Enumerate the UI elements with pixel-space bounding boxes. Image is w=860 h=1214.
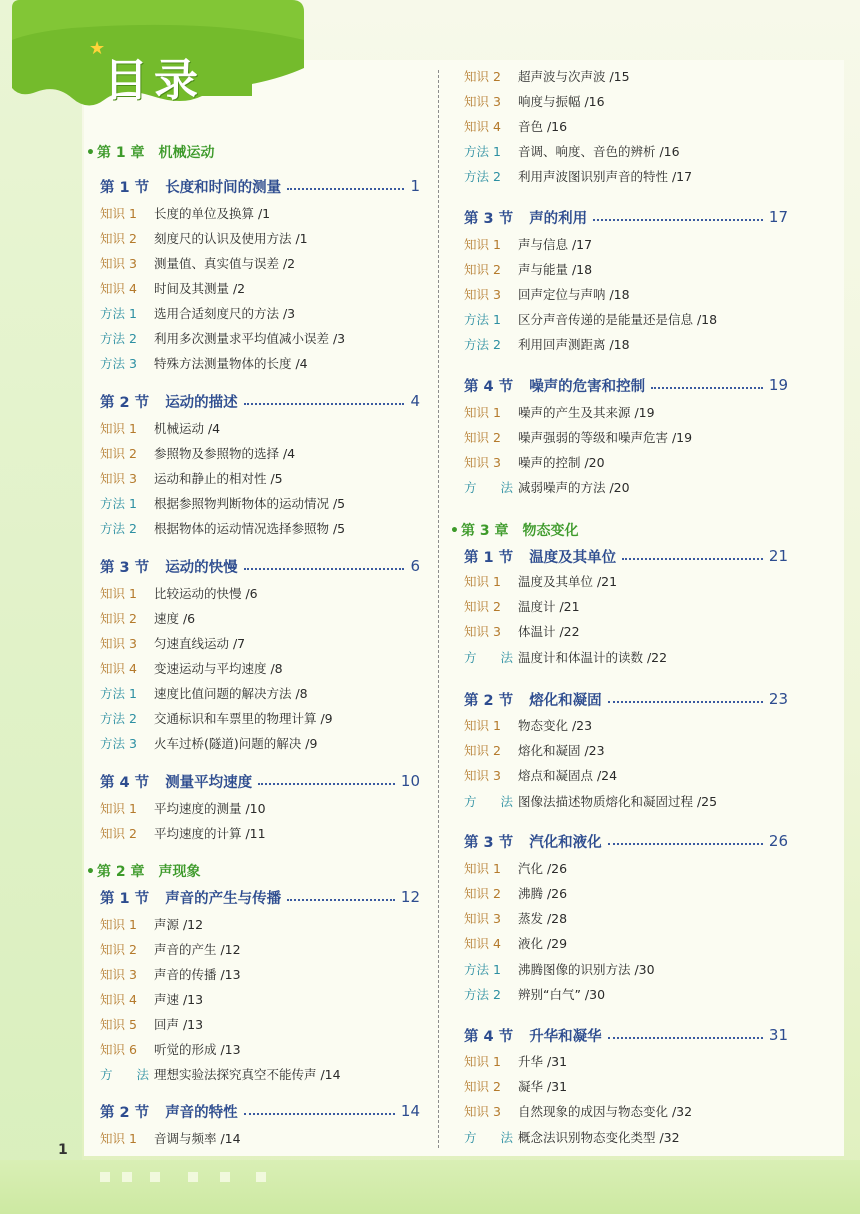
toc-entry: 知识 2 噪声强弱的等级和噪声危害 /19 [464,430,693,445]
toc-entry: 方 法减弱噪声的方法 /20 [464,480,630,495]
toc-entry: 知识 2 沸腾 /26 [464,886,568,901]
toc-entry: 知识 3 熔点和凝固点 /24 [464,768,618,783]
toc-entry: 知识 2 参照物及参照物的选择 /4 [100,446,296,461]
toc-entry: 知识 1 温度及其单位 /21 [464,574,618,589]
toc-entry: 方法 1 音调、响度、音色的辨析 /16 [464,144,680,159]
toc-entry: 知识 3 蒸发 /28 [464,911,568,926]
toc-entry: 知识 1 升华 /31 [464,1054,568,1069]
toc-entry: 知识 3 匀速直线运动 /7 [100,636,246,651]
toc-entry: 知识 3 体温计 /22 [464,624,580,639]
toc-entry: 方法 1 速度比值问题的解决方法 /8 [100,686,308,701]
toc-entry: 知识 3 响度与振幅 /16 [464,94,605,109]
column-divider [438,70,439,1148]
section-heading: 第 2 节 声音的特性 14 [100,1102,420,1121]
section-heading: 第 4 节 噪声的危害和控制 19 [464,376,788,395]
toc-entry: 方法 2 利用声波图识别声音的特性 /17 [464,169,693,184]
section-heading: 第 4 节 测量平均速度 10 [100,772,420,791]
section-heading: 第 3 节 运动的快慢 6 [100,557,420,576]
section-heading: 第 1 节 声音的产生与传播 12 [100,888,420,907]
toc-entry: 知识 1 物态变化 /23 [464,718,593,733]
toc-entry: 方 法温度计和体温计的读数 /22 [464,650,668,665]
section-heading: 第 2 节 运动的描述 4 [100,392,420,411]
toc-entry: 知识 2 平均速度的计算 /11 [100,826,266,841]
left-decor-strip [0,0,82,1214]
toc-entry: 知识 2 声音的产生 /12 [100,942,241,957]
section-heading: 第 3 节 汽化和液化 26 [464,832,788,851]
toc-entry: 知识 3 回声定位与声呐 /18 [464,287,630,302]
toc-entry: 知识 3 自然现象的成因与物态变化 /32 [464,1104,693,1119]
toc-entry: 知识 2 刻度尺的认识及使用方法 /1 [100,231,308,246]
toc-entry: 知识 1 汽化 /26 [464,861,568,876]
toc-entry: 知识 4 音色 /16 [464,119,568,134]
toc-entry: 知识 2 凝华 /31 [464,1079,568,1094]
toc-entry: 知识 4 声速 /13 [100,992,204,1007]
toc-entry: 方法 1 沸腾图像的识别方法 /30 [464,962,655,977]
toc-entry: 方法 1 选用合适刻度尺的方法 /3 [100,306,296,321]
section-heading: 第 1 节 长度和时间的测量 1 [100,177,420,196]
toc-entry: 方法 1 根据参照物判断物体的运动情况 /5 [100,496,346,511]
toc-entry: 方 法理想实验法探究真空不能传声 /14 [100,1067,341,1082]
toc-entry: 知识 5 回声 /13 [100,1017,204,1032]
toc-entry: 知识 1 比较运动的快慢 /6 [100,586,258,601]
chapter-heading: • 第 3 章 物态变化 [450,523,579,539]
toc-entry: 知识 2 温度计 /21 [464,599,580,614]
toc-entry: 知识 4 变速运动与平均速度 /8 [100,661,283,676]
toc-entry: 知识 1 声与信息 /17 [464,237,593,252]
toc-entry: 方法 2 交通标识和车票里的物理计算 /9 [100,711,333,726]
toc-entry: 知识 3 声音的传播 /13 [100,967,241,982]
toc-entry: 知识 1 平均速度的测量 /10 [100,801,266,816]
toc-entry: 方法 2 利用多次测量求平均值减小误差 /3 [100,331,346,346]
section-heading: 第 2 节 熔化和凝固 23 [464,690,788,709]
toc-entry: 方法 3 特殊方法测量物体的长度 /4 [100,356,308,371]
toc-entry: 知识 1 噪声的产生及其来源 /19 [464,405,655,420]
toc-entry: 方法 1 区分声音传递的是能量还是信息 /18 [464,312,718,327]
chapter-heading: • 第 1 章 机械运动 [86,145,215,161]
toc-entry: 方 法概念法识别物态变化类型 /32 [464,1130,680,1145]
toc-entry: 知识 4 时间及其测量 /2 [100,281,246,296]
toc-entry: 知识 3 噪声的控制 /20 [464,455,605,470]
section-heading: 第 3 节 声的利用 17 [464,208,788,227]
toc-entry: 知识 1 机械运动 /4 [100,421,221,436]
toc-entry: 知识 2 速度 /6 [100,611,196,626]
toc-entry: 知识 1 声源 /12 [100,917,204,932]
toc-entry: 知识 3 运动和静止的相对性 /5 [100,471,283,486]
page-title: 目录 [104,55,204,106]
toc-entry: 知识 6 听觉的形成 /13 [100,1042,241,1057]
section-heading: 第 1 节 温度及其单位 21 [464,547,788,566]
toc-entry: 知识 1 音调与频率 /14 [100,1131,241,1146]
toc-entry: 知识 2 熔化和凝固 /23 [464,743,605,758]
toc-entry: 知识 2 超声波与次声波 /15 [464,69,630,84]
page-number: 1 [58,1142,68,1158]
toc-entry: 知识 3 测量值、真实值与误差 /2 [100,256,296,271]
toc-entry: 知识 4 液化 /29 [464,936,568,951]
toc-entry: 方法 2 辨别“白气” /30 [464,987,606,1002]
bottom-decor-strip [0,1160,860,1214]
toc-entry: 方法 2 根据物体的运动情况选择参照物 /5 [100,521,346,536]
toc-entry: 知识 2 声与能量 /18 [464,262,593,277]
toc-entry: 方法 2 利用回声测距离 /18 [464,337,630,352]
toc-entry: 方 法图像法描述物质熔化和凝固过程 /25 [464,794,718,809]
toc-entry: 知识 1 长度的单位及换算 /1 [100,206,271,221]
star-icon: ★ [89,38,106,59]
section-heading: 第 4 节 升华和凝华 31 [464,1026,788,1045]
toc-entry: 方法 3 火车过桥(隧道)问题的解决 /9 [100,736,318,751]
chapter-heading: • 第 2 章 声现象 [86,864,201,880]
